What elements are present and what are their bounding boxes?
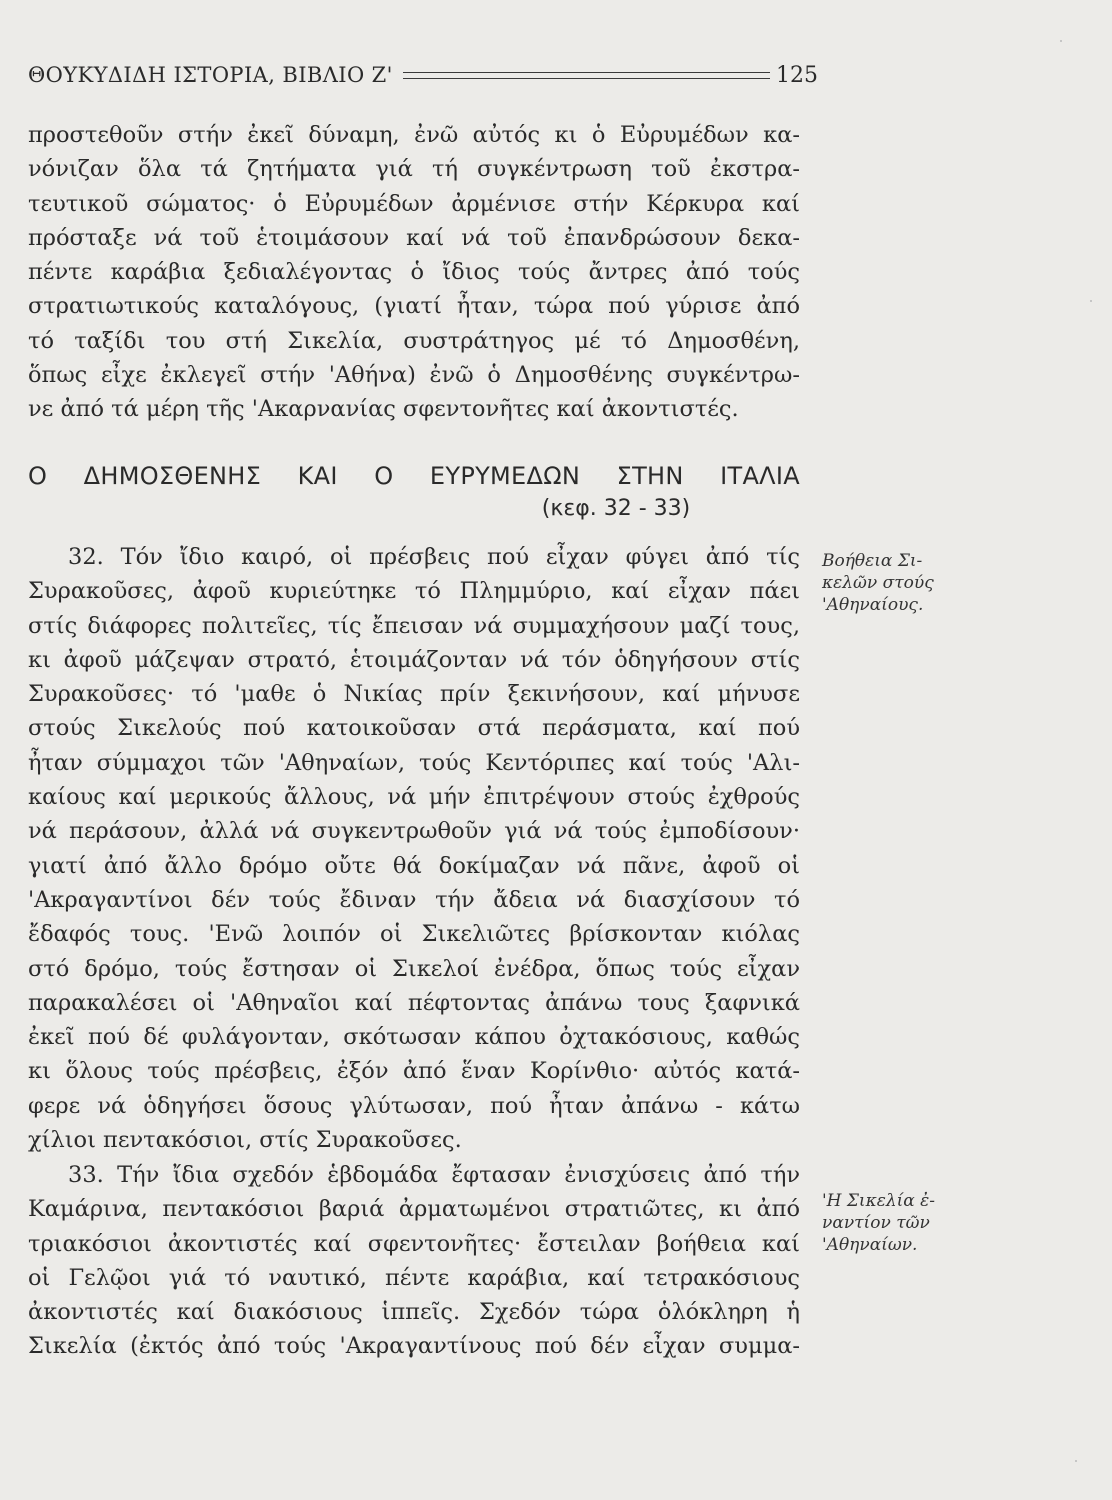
text-line: Καμάρινα, πεντακόσιοι βαριά ἀρματωμένοι στρατιῶτες, κι ἀπό [28,1196,800,1223]
text-line: στρατιωτικούς καταλόγους, (γιατί ἦταν, τώρα πού γύρισε ἀπό [28,293,800,320]
chapter-range: (κεφ. 32 - 33) [541,496,691,521]
page-number: 125 [776,62,818,88]
text-line: νε ἀπό τά μέρη τῆς 'Ακαρνανίας σφεντονῆτες καί ἀκοντιστές. [28,396,739,423]
text-line: στίς διάφορες πολιτεῖες, τίς ἔπεισαν νά συμμαχήσουν μαζί τους, [28,612,800,639]
text-line: ὅπως εἶχε ἐκλεγεῖ στήν 'Αθήνα) ἐνῶ ὁ Δημοσθένης συγκέντρω- [28,362,800,389]
text-line: 32. Τόν ἴδιο καιρό, οἱ πρέσβεις πού εἶχαν φύγει ἀπό τίς [68,544,800,570]
text-line: ἀκοντιστές καί διακόσιους ἱππεῖς. Σχεδόν τώρα ὁλόκληρη ἡ [28,1299,800,1326]
text-line: τό ταξίδι του στή Σικελία, συστράτηγος μέ τό Δημοσθένη, [28,327,800,354]
text-line: στούς Σικελούς πού κατοικοῦσαν στά περάσματα, καί πού [28,715,800,742]
running-header [28,58,818,92]
text-line: καίους καί μερικούς ἄλλους, νά μήν ἐπιτρέψουν στούς ἐχθρούς [28,784,800,811]
section-subtitle [0,496,1112,521]
paragraph-33 [28,1158,800,1364]
intro-paragraph [28,118,800,427]
section-title: Ο ΔΗΜΟΣΘΕΝΗΣ ΚΑΙ Ο ΕΥΡΥΜΕΔΩΝ ΣΤΗΝ ΙΤΑΛΙΑ [28,462,800,490]
text-line: τευτικοῦ σώματος· ὁ Εὐρυμέδων ἀρμένισε στήν Κέρκυρα καί [28,190,800,217]
text-line: γιατί ἀπό ἄλλο δρόμο οὔτε θά δοκίμαζαν νά πᾶνε, ἀφοῦ οἱ [28,852,800,879]
text-line: πρόσταξε νά τοῦ ἑτοιμάσουν καί νά τοῦ ἐπανδρώσουν δεκα- [28,224,800,251]
text-line: οἱ Γελῷοι γιά τό ναυτικό, πέντε καράβια, καί τετρακόσιους [28,1264,800,1291]
text-line: 33. Τήν ἴδια σχεδόν ἑβδομάδα ἔφτασαν ἐνισχύσεις ἀπό τήν [68,1162,800,1188]
text-line: ἔδαφός τους. 'Ενῶ λοιπόν οἱ Σικελιῶτες βρίσκονταν κιόλας [28,921,800,948]
margin-note-33 [822,1190,982,1256]
text-line: παρακαλέσει οἱ 'Αθηναῖοι καί πέφτοντας ἀπάνω τους ξαφνικά [28,989,800,1016]
margin-note-32 [822,550,982,616]
scan-speck [1060,40,1062,42]
text-line: κι ἀφοῦ μάζεψαν στρατό, ἑτοιμάζονταν νά τόν ὁδηγήσουν στίς [28,646,800,673]
scan-speck [1090,300,1092,302]
text-line: κι ὅλους τούς πρέσβεις, ἐξόν ἀπό ἕναν Κορίνθιο· αὐτός κατά- [28,1058,800,1085]
header-double-rule [403,72,770,79]
text-line: Σικελία (ἐκτός ἀπό τούς 'Ακραγαντίνους πού δέν εἶχαν συμμα- [28,1333,800,1360]
text-line: ἦταν σύμμαχοι τῶν 'Αθηναίων, τούς Κεντόριπες καί τούς 'Αλι- [28,749,800,776]
text-line: ἐκεῖ πού δέ φυλάγονταν, σκότωσαν κάπου ὀχτακόσιους, καθώς [28,1024,800,1051]
margin-note-line: 'Η Σικελία ἐ- [822,1191,936,1211]
margin-note-line: 'Αθηναίους. [822,595,924,615]
text-line: Συρακοῦσες, ἀφοῦ κυριεύτηκε τό Πλημμύριο, καί εἶχαν πάει [28,578,800,605]
text-line: τριακόσιοι ἀκοντιστές καί σφεντονῆτες· ἔστειλαν βοήθεια καί [28,1230,800,1257]
margin-note-line: Βοήθεια Σι- [822,551,923,571]
text-line: 'Ακραγαντίνοι δέν τούς ἔδιναν τήν ἄδεια νά διασχίσουν τό [28,886,800,913]
text-line: Συρακοῦσες· τό 'μαθε ὁ Νικίας πρίν ξεκινήσουν, καί μήνυσε [28,681,800,708]
margin-note-line: κελῶν στούς [822,573,934,593]
margin-note-line: 'Αθηναίων. [822,1235,918,1255]
book-title: ΘΟΥΚΥΔΙΔΗ ΙΣΤΟΡΙΑ, ΒΙΒΛΙΟ Ζ' [28,63,393,87]
text-line: στό δρόμο, τούς ἔστησαν οἱ Σικελοί ἐνέδρα, ὅπως τούς εἶχαν [28,955,800,982]
margin-note-line: ναντίον τῶν [822,1213,930,1233]
text-line: φερε νά ὁδηγήσει ὅσους γλύτωσαν, πού ἦταν ἀπάνω - κάτω [28,1092,800,1119]
paragraph-32 [28,540,800,1157]
text-line: πέντε καράβια ξεδιαλέγοντας ὁ ἴδιος τούς ἄντρες ἀπό τούς [28,259,800,286]
text-line: χίλιοι πεντακόσιοι, στίς Συρακοῦσες. [28,1127,462,1154]
scan-speck [1075,1460,1077,1462]
text-line: νά περάσουν, ἀλλά νά συγκεντρωθοῦν γιά νά τούς ἐμποδίσουν· [28,818,800,845]
text-line: νόνιζαν ὅλα τά ζητήματα γιά τή συγκέντρωση τοῦ ἐκστρα- [28,156,800,183]
text-line: προστεθοῦν στήν ἐκεῖ δύναμη, ἐνῶ αὐτός κι ὁ Εὐρυμέδων κα- [28,122,800,148]
